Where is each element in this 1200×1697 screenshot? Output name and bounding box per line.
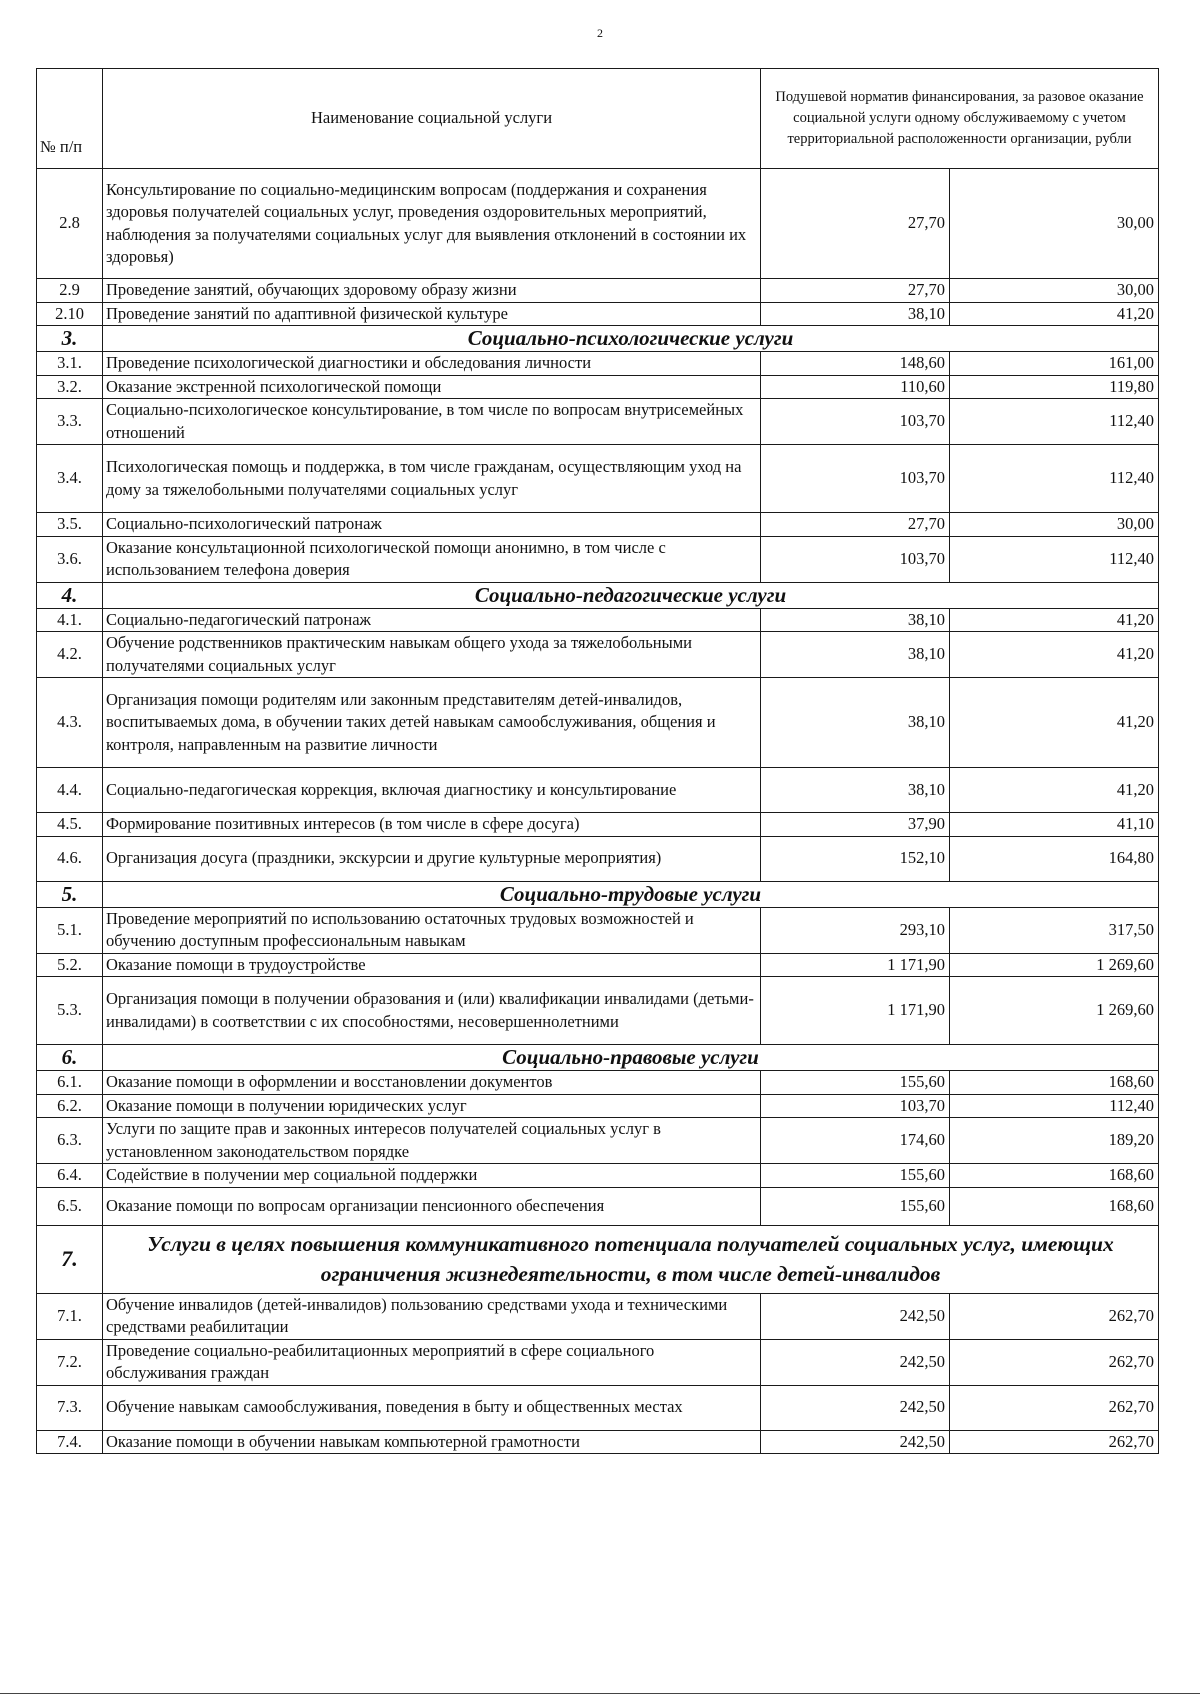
services-table bbox=[36, 68, 1159, 1454]
row-norm-value-1: 38,10 bbox=[761, 678, 950, 768]
row-number: 6.1. bbox=[37, 1071, 103, 1095]
row-service-name: Организация досуга (праздники, экскурсии и другие культурные мероприятия) bbox=[103, 836, 761, 881]
section-row bbox=[37, 582, 1159, 608]
row-norm-value-2: 189,20 bbox=[950, 1118, 1159, 1164]
row-norm-value-1: 155,60 bbox=[761, 1071, 950, 1095]
table-row bbox=[37, 977, 1159, 1045]
row-norm-value-2: 317,50 bbox=[950, 907, 1159, 953]
row-service-name: Услуги по защите прав и законных интересов получателей социальных услуг в установленном законодательством порядке bbox=[103, 1118, 761, 1164]
row-service-name: Проведение психологической диагностики и обследования личности bbox=[103, 352, 761, 376]
table-row bbox=[37, 1385, 1159, 1430]
table-row bbox=[37, 1187, 1159, 1225]
bottom-rule bbox=[0, 1693, 1200, 1694]
row-number: 6.5. bbox=[37, 1187, 103, 1225]
row-norm-value-2: 262,70 bbox=[950, 1430, 1159, 1454]
row-number: 7.1. bbox=[37, 1293, 103, 1339]
section-number: 6. bbox=[37, 1045, 103, 1071]
section-number: 7. bbox=[37, 1225, 103, 1293]
row-norm-value-1: 148,60 bbox=[761, 352, 950, 376]
row-norm-value-1: 293,10 bbox=[761, 907, 950, 953]
row-norm-value-2: 30,00 bbox=[950, 169, 1159, 279]
table-row bbox=[37, 513, 1159, 537]
row-number: 3.2. bbox=[37, 375, 103, 399]
table-row bbox=[37, 1071, 1159, 1095]
row-service-name: Проведение занятий по адаптивной физической культуре bbox=[103, 302, 761, 326]
row-norm-value-2: 1 269,60 bbox=[950, 953, 1159, 977]
row-service-name: Оказание помощи по вопросам организации пенсионного обеспечения bbox=[103, 1187, 761, 1225]
page-number: 2 bbox=[597, 26, 603, 40]
row-number: 7.3. bbox=[37, 1385, 103, 1430]
row-norm-value-1: 38,10 bbox=[761, 632, 950, 678]
row-norm-value-1: 103,70 bbox=[761, 445, 950, 513]
row-service-name: Оказание помощи в трудоустройстве bbox=[103, 953, 761, 977]
row-norm-value-2: 119,80 bbox=[950, 375, 1159, 399]
row-norm-value-2: 168,60 bbox=[950, 1187, 1159, 1225]
row-number: 4.1. bbox=[37, 608, 103, 632]
row-norm-value-2: 262,70 bbox=[950, 1385, 1159, 1430]
row-number: 3.4. bbox=[37, 445, 103, 513]
row-service-name: Оказание помощи в получении юридических услуг bbox=[103, 1094, 761, 1118]
row-service-name: Социально-психологическое консультирование, в том числе по вопросам внутрисемейных отношений bbox=[103, 399, 761, 445]
row-norm-value-2: 1 269,60 bbox=[950, 977, 1159, 1045]
row-norm-value-2: 30,00 bbox=[950, 279, 1159, 303]
row-service-name: Проведение занятий, обучающих здоровому образу жизни bbox=[103, 279, 761, 303]
section-row bbox=[37, 1225, 1159, 1293]
row-norm-value-2: 262,70 bbox=[950, 1293, 1159, 1339]
table-row bbox=[37, 1094, 1159, 1118]
row-norm-value-2: 112,40 bbox=[950, 399, 1159, 445]
row-number: 3.6. bbox=[37, 536, 103, 582]
table-row bbox=[37, 279, 1159, 303]
row-service-name: Оказание консультационной психологической помощи анонимно, в том числе с использованием телефона доверия bbox=[103, 536, 761, 582]
row-norm-value-2: 112,40 bbox=[950, 536, 1159, 582]
row-number: 4.3. bbox=[37, 678, 103, 768]
table-row bbox=[37, 302, 1159, 326]
row-service-name: Содействие в получении мер социальной поддержки bbox=[103, 1164, 761, 1188]
row-norm-value-2: 164,80 bbox=[950, 836, 1159, 881]
row-norm-value-2: 41,20 bbox=[950, 768, 1159, 813]
table-row bbox=[37, 445, 1159, 513]
row-norm-value-1: 242,50 bbox=[761, 1293, 950, 1339]
row-number: 4.4. bbox=[37, 768, 103, 813]
row-norm-value-1: 37,90 bbox=[761, 813, 950, 837]
row-service-name: Организация помощи родителям или законным представителям детей-инвалидов, воспитываемых дома, в обучении таких детей навыкам самообслуживания, общения и контроля, направленным на развитие личности bbox=[103, 678, 761, 768]
row-norm-value-1: 174,60 bbox=[761, 1118, 950, 1164]
row-norm-value-1: 110,60 bbox=[761, 375, 950, 399]
row-number: 6.3. bbox=[37, 1118, 103, 1164]
row-norm-value-2: 168,60 bbox=[950, 1164, 1159, 1188]
row-number: 2.9 bbox=[37, 279, 103, 303]
row-norm-value-2: 161,00 bbox=[950, 352, 1159, 376]
row-service-name: Формирование позитивных интересов (в том числе в сфере досуга) bbox=[103, 813, 761, 837]
row-number: 3.1. bbox=[37, 352, 103, 376]
row-number: 3.5. bbox=[37, 513, 103, 537]
table-row bbox=[37, 836, 1159, 881]
row-service-name: Оказание помощи в обучении навыкам компьютерной грамотности bbox=[103, 1430, 761, 1454]
row-norm-value-1: 152,10 bbox=[761, 836, 950, 881]
table-row bbox=[37, 632, 1159, 678]
table-row bbox=[37, 1164, 1159, 1188]
row-norm-value-1: 38,10 bbox=[761, 608, 950, 632]
row-number: 6.4. bbox=[37, 1164, 103, 1188]
row-number: 6.2. bbox=[37, 1094, 103, 1118]
row-service-name: Социально-педагогическая коррекция, включая диагностику и консультирование bbox=[103, 768, 761, 813]
row-norm-value-1: 38,10 bbox=[761, 302, 950, 326]
row-norm-value-1: 1 171,90 bbox=[761, 977, 950, 1045]
row-service-name: Психологическая помощь и поддержка, в том числе гражданам, осуществляющим уход на дому за тяжелобольными получателями социальных услуг bbox=[103, 445, 761, 513]
section-title: Социально-трудовые услуги bbox=[103, 881, 1159, 907]
row-number: 7.4. bbox=[37, 1430, 103, 1454]
table-row bbox=[37, 608, 1159, 632]
table-row bbox=[37, 1430, 1159, 1454]
section-row bbox=[37, 881, 1159, 907]
row-norm-value-1: 1 171,90 bbox=[761, 953, 950, 977]
section-row bbox=[37, 326, 1159, 352]
row-number: 4.6. bbox=[37, 836, 103, 881]
row-norm-value-1: 27,70 bbox=[761, 513, 950, 537]
table-body bbox=[37, 169, 1159, 1454]
row-norm-value-1: 103,70 bbox=[761, 536, 950, 582]
header-num: № п/п bbox=[37, 69, 103, 169]
row-norm-value-2: 112,40 bbox=[950, 1094, 1159, 1118]
row-number: 2.8 bbox=[37, 169, 103, 279]
row-norm-value-2: 41,20 bbox=[950, 302, 1159, 326]
table-row bbox=[37, 352, 1159, 376]
row-norm-value-2: 112,40 bbox=[950, 445, 1159, 513]
table-row bbox=[37, 768, 1159, 813]
header-norm: Подушевой норматив финансирования, за разовое оказание социальной услуги одному обслуживаемому с учетом территориальной расположенности организации, рубли bbox=[761, 69, 1159, 169]
row-norm-value-1: 242,50 bbox=[761, 1339, 950, 1385]
header-name: Наименование социальной услуги bbox=[103, 69, 761, 169]
section-number: 5. bbox=[37, 881, 103, 907]
table-row bbox=[37, 1118, 1159, 1164]
row-number: 5.1. bbox=[37, 907, 103, 953]
row-norm-value-1: 27,70 bbox=[761, 169, 950, 279]
table-row bbox=[37, 399, 1159, 445]
row-norm-value-1: 155,60 bbox=[761, 1187, 950, 1225]
row-number: 4.2. bbox=[37, 632, 103, 678]
row-service-name: Социально-педагогический патронаж bbox=[103, 608, 761, 632]
table-row bbox=[37, 1339, 1159, 1385]
row-service-name: Консультирование по социально-медицинским вопросам (поддержания и сохранения здоровья получателей социальных услуг, проведения оздоровительных мероприятий, наблюдения за получателями социальных услуг для выявления отклонений в состоянии их здоровья) bbox=[103, 169, 761, 279]
table-row bbox=[37, 536, 1159, 582]
row-number: 5.2. bbox=[37, 953, 103, 977]
row-number: 5.3. bbox=[37, 977, 103, 1045]
section-title: Социально-психологические услуги bbox=[103, 326, 1159, 352]
row-service-name: Социально-психологический патронаж bbox=[103, 513, 761, 537]
row-service-name: Проведение социально-реабилитационных мероприятий в сфере социального обслуживания граждан bbox=[103, 1339, 761, 1385]
row-service-name: Обучение инвалидов (детей-инвалидов) пользованию средствами ухода и техническими средствами реабилитации bbox=[103, 1293, 761, 1339]
table-row bbox=[37, 907, 1159, 953]
row-norm-value-1: 27,70 bbox=[761, 279, 950, 303]
table-row bbox=[37, 678, 1159, 768]
table-row bbox=[37, 953, 1159, 977]
row-norm-value-1: 103,70 bbox=[761, 1094, 950, 1118]
row-service-name: Обучение родственников практическим навыкам общего ухода за тяжелобольными получателями социальных услуг bbox=[103, 632, 761, 678]
section-title: Социально-правовые услуги bbox=[103, 1045, 1159, 1071]
row-norm-value-2: 41,20 bbox=[950, 632, 1159, 678]
row-service-name: Оказание экстренной психологической помощи bbox=[103, 375, 761, 399]
row-norm-value-1: 155,60 bbox=[761, 1164, 950, 1188]
row-service-name: Оказание помощи в оформлении и восстановлении документов bbox=[103, 1071, 761, 1095]
row-norm-value-2: 41,20 bbox=[950, 678, 1159, 768]
row-number: 4.5. bbox=[37, 813, 103, 837]
row-number: 3.3. bbox=[37, 399, 103, 445]
row-norm-value-2: 262,70 bbox=[950, 1339, 1159, 1385]
table-row bbox=[37, 169, 1159, 279]
row-norm-value-2: 168,60 bbox=[950, 1071, 1159, 1095]
row-service-name: Проведение мероприятий по использованию остаточных трудовых возможностей и обучению доступным профессиональным навыкам bbox=[103, 907, 761, 953]
section-number: 3. bbox=[37, 326, 103, 352]
row-norm-value-2: 41,20 bbox=[950, 608, 1159, 632]
row-norm-value-1: 103,70 bbox=[761, 399, 950, 445]
section-number: 4. bbox=[37, 582, 103, 608]
table-header bbox=[37, 69, 1159, 169]
row-norm-value-2: 41,10 bbox=[950, 813, 1159, 837]
section-row bbox=[37, 1045, 1159, 1071]
table-row bbox=[37, 813, 1159, 837]
row-norm-value-1: 242,50 bbox=[761, 1430, 950, 1454]
row-number: 7.2. bbox=[37, 1339, 103, 1385]
row-norm-value-1: 38,10 bbox=[761, 768, 950, 813]
section-title: Социально-педагогические услуги bbox=[103, 582, 1159, 608]
row-service-name: Обучение навыкам самообслуживания, поведения в быту и общественных местах bbox=[103, 1385, 761, 1430]
row-norm-value-1: 242,50 bbox=[761, 1385, 950, 1430]
row-norm-value-2: 30,00 bbox=[950, 513, 1159, 537]
row-service-name: Организация помощи в получении образования и (или) квалификации инвалидами (детьми-инвалидами) в соответствии с их способностями, несовершеннолетними bbox=[103, 977, 761, 1045]
section-title: Услуги в целях повышения коммуникативного потенциала получателей социальных услуг, имеющих ограничения жизнедеятельности, в том числе детей-инвалидов bbox=[103, 1225, 1159, 1293]
row-number: 2.10 bbox=[37, 302, 103, 326]
table-row bbox=[37, 375, 1159, 399]
table-row bbox=[37, 1293, 1159, 1339]
